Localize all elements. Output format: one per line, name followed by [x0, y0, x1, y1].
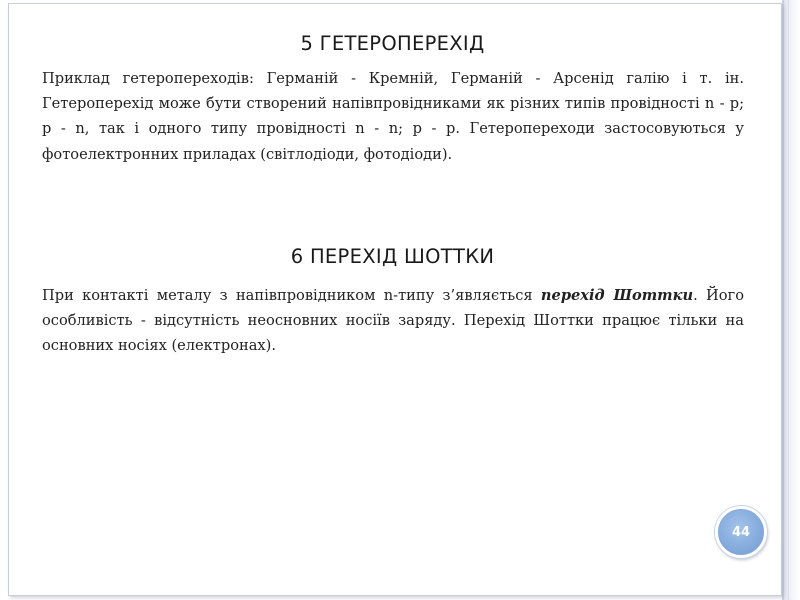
paragraph-text-start: При контакті металу з напівпровідником n-типу з’являється [42, 287, 541, 304]
paragraph-text-end: . Його особливість - відсутність неосновних носіїв заряду. Перехід Шоттки працює тільки на основних носіях (електронах). [42, 287, 744, 355]
slide-side-decoration [784, 0, 800, 600]
schottky-junction-term: перехід Шоттки [540, 287, 694, 304]
section-paragraph-schottky [42, 283, 744, 359]
section-title-heterojunction: 5 ГЕТЕРОПЕРЕХІД [300, 32, 485, 55]
page-number-badge: 44 [715, 506, 767, 558]
section-paragraph-heterojunction: Приклад гетеропереходів: Германій - Кремній, Германій - Арсенід галію і т. ін. Гетероперехід може бути створений напівпровідниками як різних типів провідності n - p; p - n, так і одного типу провідності n - n; p - p. Гетеропереходи застосовуються у фотоелектронних приладах (світлодіоди, фотодіоди). [42, 70, 744, 163]
slide-side-line [782, 0, 784, 600]
section-title-schottky: 6 ПЕРЕХІД ШОТТКИ [290, 245, 495, 268]
slide-side-line-thin [788, 0, 789, 600]
